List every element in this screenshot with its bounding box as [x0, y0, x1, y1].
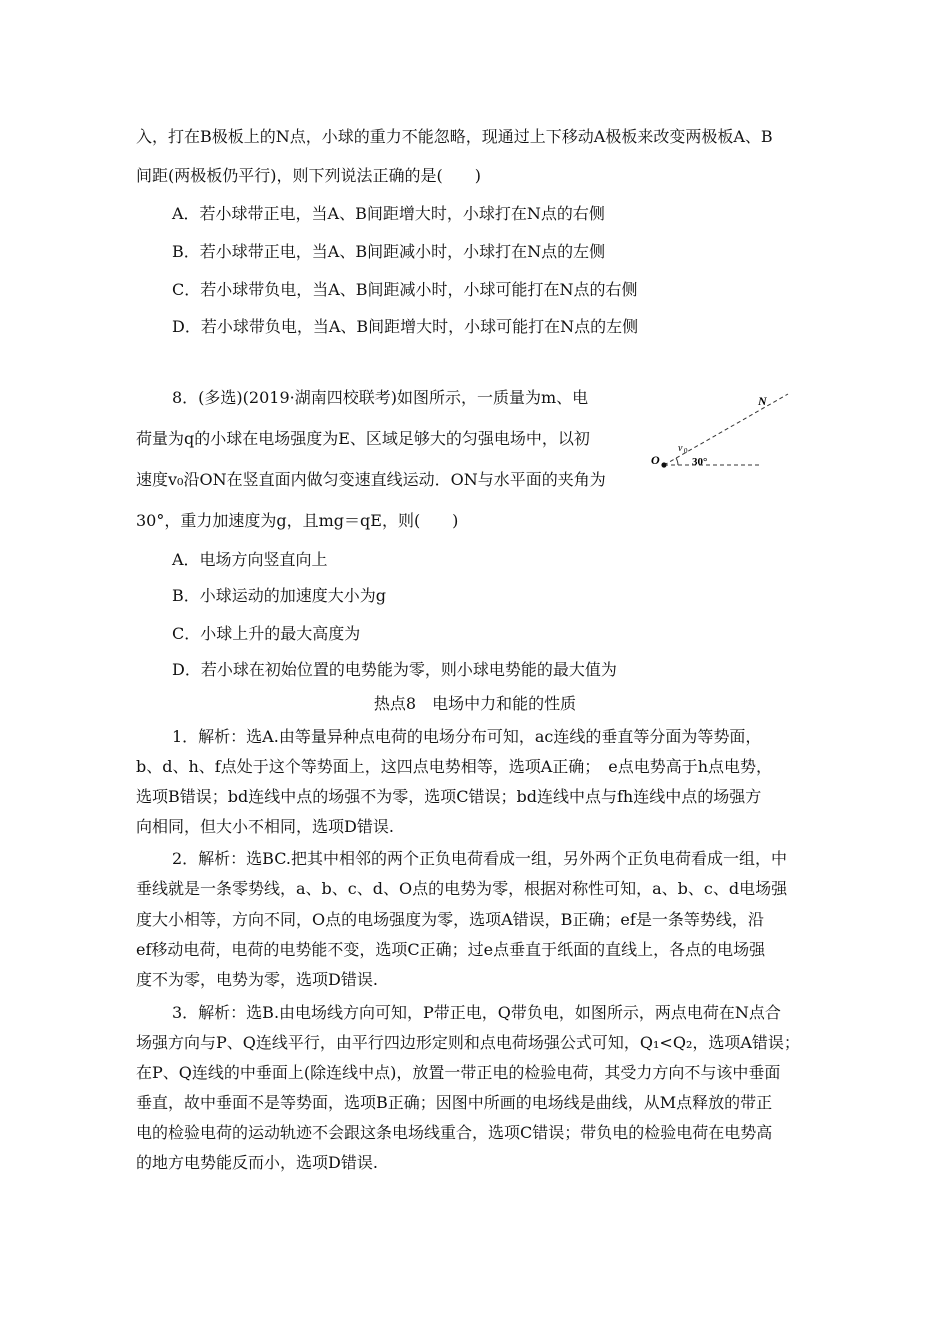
answer-line: 场强方向与P、Q连线平行，由平行四边形定则和点电荷场强公式可知，Q₁<Q₂，选项A错误； [136, 1033, 800, 1052]
motion-diagram [640, 382, 820, 482]
answer-line: 3．解析：选B.由电场线方向可知，P带正电，Q带负电，如图所示，两点电荷在N点合 [172, 1003, 781, 1022]
section-title: 热点8 电场中力和能的性质 [373, 694, 577, 713]
q8-option-c: C．小球上升的最大高度为 [172, 624, 361, 643]
q7-option-a: A．若小球带正电，当A、B间距增大时，小球打在N点的右侧 [172, 204, 605, 223]
answer-line: 度不为零，电势为零，选项D错误. [136, 970, 378, 989]
answer-line: ef移动电荷，电荷的电势能不变，选项C正确；过e点垂直于纸面的直线上，各点的电场强 [136, 940, 766, 959]
answer-line: 1．解析：选A.由等量异种点电荷的电场分布可知，ac连线的垂直等分面为等势面， [172, 727, 762, 746]
q8-line-3: 速度v₀沿ON在竖直面内做匀变速直线运动．ON与水平面的夹角为 [136, 470, 606, 489]
q8-option-a: A．电场方向竖直向上 [172, 550, 328, 569]
answer-line: 选项B错误；bd连线中点的场强不为零，选项C错误；bd连线中点与fh连线中点的场强方 [136, 787, 762, 806]
label-o: O [651, 453, 660, 467]
answer-line: 垂线就是一条零势线，a、b、c、d、O点的电势为零，根据对称性可知，a、b、c、d电场强 [136, 879, 788, 898]
label-angle: 30° [692, 456, 708, 468]
q8-line-2: 荷量为q的小球在电场强度为E、区域足够大的匀强电场中，以初 [136, 429, 590, 448]
q8-line-1: 8．(多选)(2019·湖南四校联考)如图所示，一质量为m、电 [172, 388, 589, 407]
answer-line: 的地方电势能反而小，选项D错误. [136, 1153, 378, 1172]
angle-arc [676, 458, 678, 465]
answer-line: b、d、h、f点处于这个等势面上，这四点电势相等，选项A正确； e点电势高于h点电势， [136, 757, 773, 776]
q8-option-d: D．若小球在初始位置的电势能为零，则小球电势能的最大值为 [172, 660, 617, 679]
q7-line-1: 入，打在B极板上的N点，小球的重力不能忽略，现通过上下移动A极板来改变两极板A、B [136, 127, 773, 146]
q7-option-c: C．若小球带负电，当A、B间距减小时，小球可能打在N点的右侧 [172, 280, 638, 299]
q7-option-d: D．若小球带负电，当A、B间距增大时，小球可能打在N点的左侧 [172, 317, 639, 336]
ball-point-o [661, 462, 666, 467]
q8-option-b: B．小球运动的加速度大小为g [172, 586, 387, 605]
answer-line: 在P、Q连线的中垂面上(除连线中点)，放置一带正电的检验电荷，其受力方向不与该中垂面 [136, 1063, 781, 1082]
q8-line-4: 30°，重力加速度为g，且mg＝qE，则( ) [136, 511, 459, 530]
label-n: N [758, 394, 767, 408]
answer-line: 向相同，但大小不相同，选项D错误. [136, 817, 394, 836]
answer-line: 度大小相等，方向不同，O点的电场强度为零，选项A错误，B正确；ef是一条等势线，沿 [136, 910, 764, 929]
answer-line: 电的检验电荷的运动轨迹不会跟这条电场线重合，选项C错误；带负电的检验电荷在电势高 [136, 1123, 773, 1142]
q7-option-b: B．若小球带正电，当A、B间距减小时，小球打在N点的左侧 [172, 242, 606, 261]
label-v-subscript: 0 [684, 447, 688, 455]
answer-line: 垂直，故中垂面不是等势面，选项B正确；因图中所画的电场线是曲线，从M点释放的带正 [136, 1093, 773, 1112]
answer-line: 2．解析：选BC.把其中相邻的两个正负电荷看成一组，另外两个正负电荷看成一组，中 [172, 849, 787, 868]
on-trajectory-line [664, 394, 788, 465]
q7-line-2: 间距(两极板仍平行)，则下列说法正确的是( ) [136, 166, 481, 185]
label-v: v [678, 443, 683, 454]
